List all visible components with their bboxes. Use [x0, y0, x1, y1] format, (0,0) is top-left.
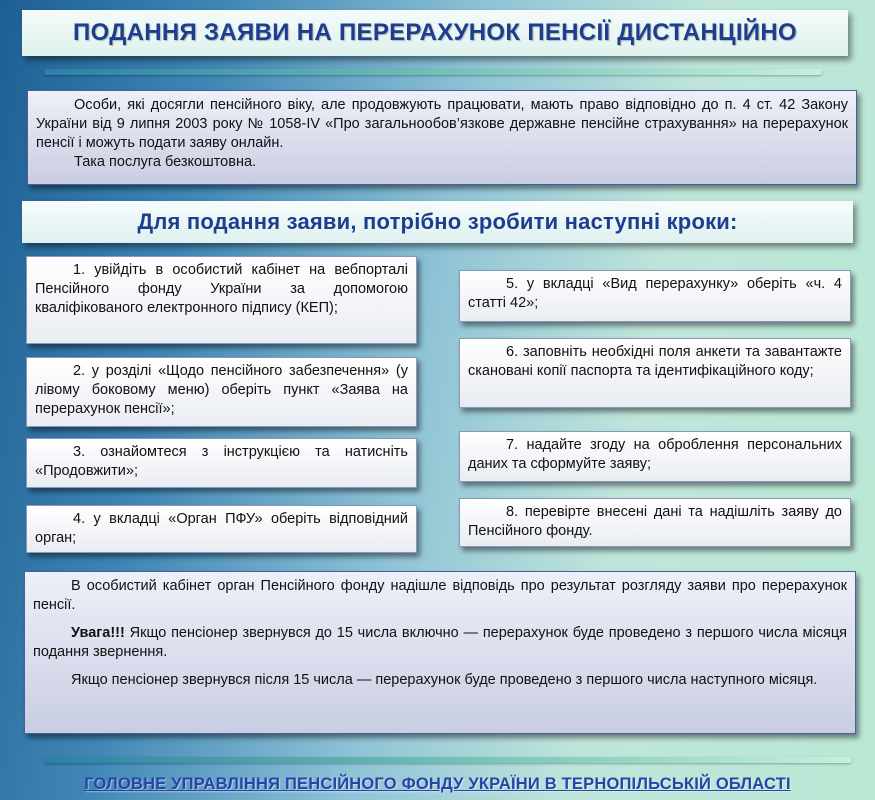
attention-label: Увага!!! — [71, 625, 125, 641]
step-card-4 — [26, 505, 417, 553]
attention-text: Якщо пенсіонер звернувся до 15 числа включно — перерахунок буде проведено з першого числа місяця подання звернення. — [33, 625, 847, 660]
step-text: 3. ознайомтеся з інструкцією та натисніть «Продовжити»; — [35, 444, 408, 479]
intro-free-note: Така послуга безкоштовна. — [74, 154, 257, 170]
step-card-8 — [459, 498, 851, 547]
step-card-5 — [459, 270, 851, 322]
step-card-3 — [26, 438, 417, 488]
step-card-6 — [459, 338, 851, 408]
step-text: 4. у вкладці «Орган ПФУ» оберіть відповідний орган; — [35, 511, 408, 546]
step-text: 2. у розділі «Щодо пенсійного забезпечення» (у лівому боковому меню) оберіть пункт «Заява на перерахунок пенсії»; — [35, 363, 408, 417]
step-card-1 — [26, 256, 417, 344]
steps-heading-banner — [22, 201, 853, 243]
response-paragraph: В особистий кабінет орган Пенсійного фонду надішле відповідь про результат розгляду заяви про перерахунок пенсії. — [33, 578, 847, 613]
title-banner — [22, 10, 848, 56]
step-text: 8. перевірте внесені дані та надішліть заяву до Пенсійного фонду. — [468, 504, 842, 539]
outro-panel — [24, 571, 856, 734]
steps-heading: Для подання заяви, потрібно зробити наступні кроки: — [137, 209, 738, 234]
divider-bottom — [44, 757, 852, 763]
intro-paragraph: Особи, які досягли пенсійного віку, але продовжують працювати, мають право відповідно до п. 4 ст. 42 Закону України від 9 липня 2003 року № 1058-IV «Про загальнообов’язкове державне пенсійне страхування» на перерахунок пенсії і можуть подати заяву онлайн. — [36, 97, 848, 151]
attention-paragraph — [33, 624, 847, 662]
step-text: 5. у вкладці «Вид перерахунку» оберіть «ч. 4 статті 42»; — [468, 276, 842, 311]
footer-organization: ГОЛОВНЕ УПРАВЛІННЯ ПЕНСІЙНОГО ФОНДУ УКРАЇНИ В ТЕРНОПІЛЬСЬКІЙ ОБЛАСТІ — [84, 775, 791, 793]
step-text: 6. заповніть необхідні поля анкети та завантажте скановані копії паспорта та ідентифікаційного коду; — [468, 344, 842, 379]
page-title: ПОДАННЯ ЗАЯВИ НА ПЕРЕРАХУНОК ПЕНСІЇ ДИСТАНЦІЙНО — [73, 19, 797, 46]
step-card-2 — [26, 357, 417, 427]
intro-panel — [27, 90, 857, 185]
step-text: 7. надайте згоду на оброблення персональних даних та сформуйте заяву; — [468, 437, 842, 472]
after-15-paragraph: Якщо пенсіонер звернувся після 15 числа — перерахунок буде проведено з першого числа наступного місяця. — [71, 672, 818, 688]
step-card-7 — [459, 431, 851, 482]
step-text: 1. увійдіть в особистий кабінет на вебпорталі Пенсійного фонду України за допомогою кваліфікованого електронного підпису (КЕП); — [35, 262, 408, 316]
divider-top — [44, 69, 822, 75]
